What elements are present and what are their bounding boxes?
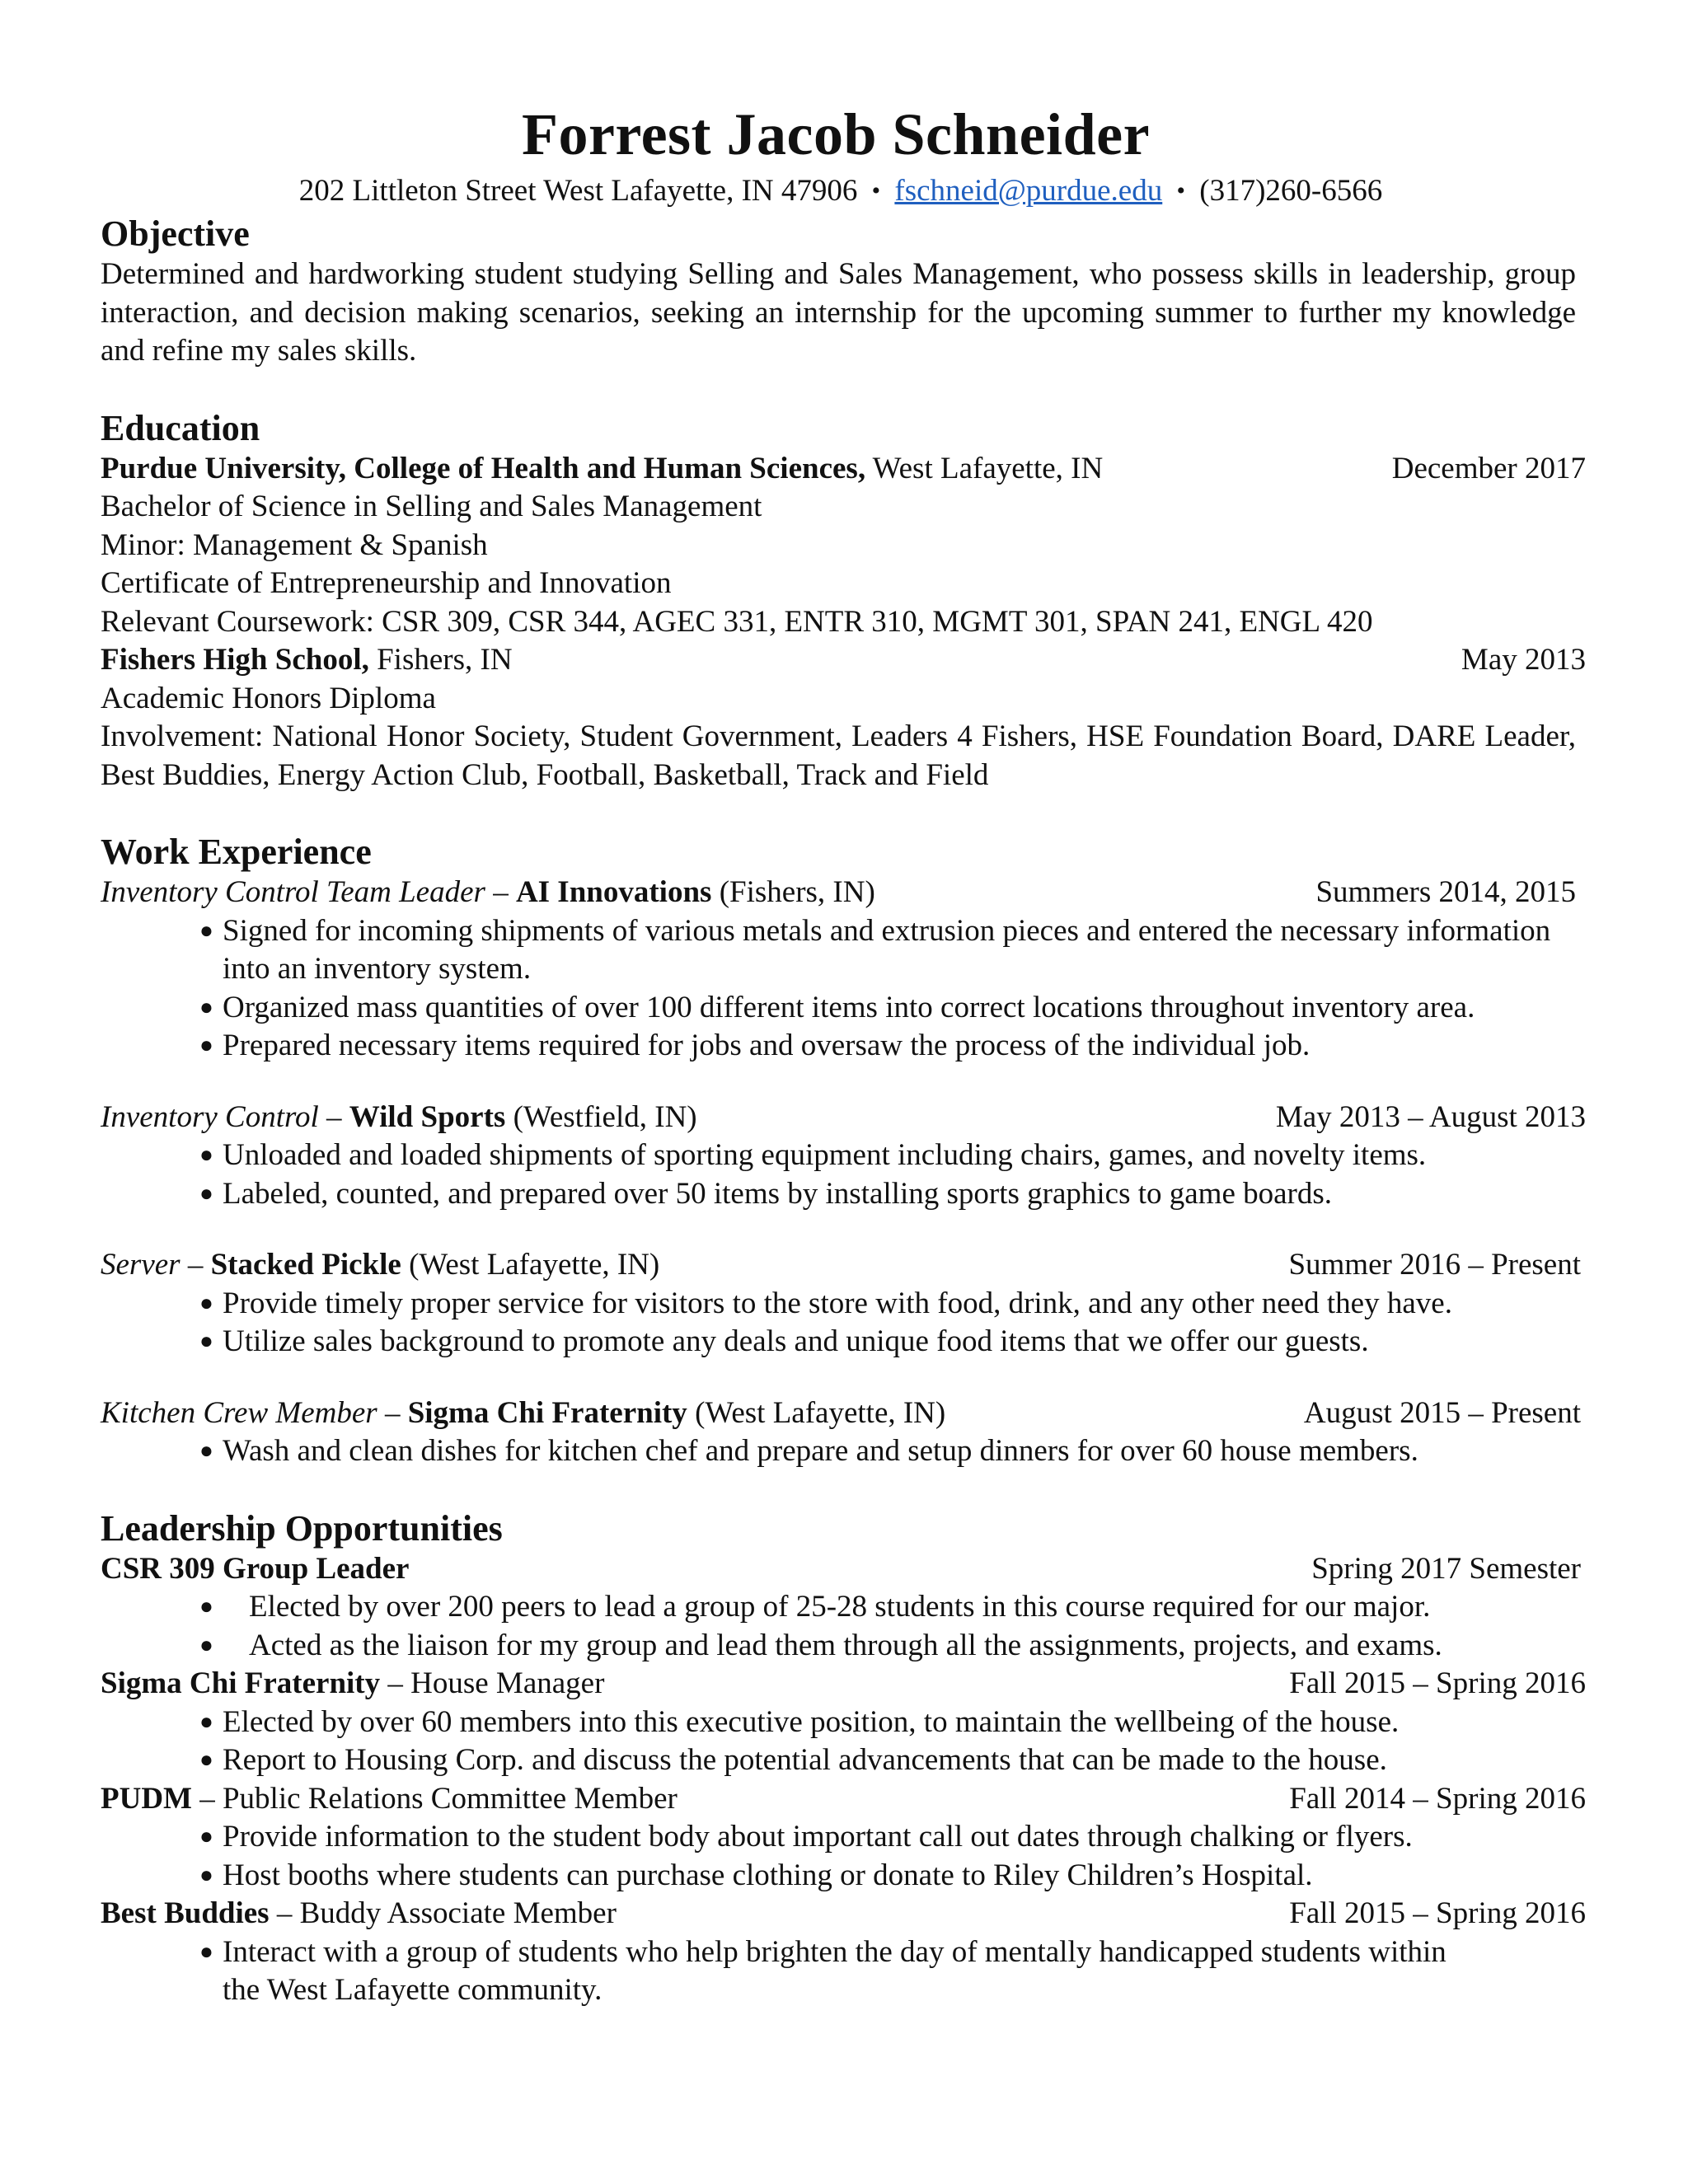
- list-item: ● Provide timely proper service for visitors to the store with food, drink, and any other need they have.: [101, 1285, 1584, 1324]
- bullet-icon: ●: [199, 994, 213, 1020]
- bullet-icon: ●: [199, 1033, 213, 1058]
- bullet-icon: ●: [199, 1329, 213, 1354]
- dash: –: [326, 1099, 342, 1134]
- job-company: AI Innovations: [515, 875, 712, 909]
- job-location: (West Lafayette, IN): [409, 1248, 660, 1282]
- list-item: ● Wash and clean dishes for kitchen chef and prepare and setup dinners for over 60 house members.: [101, 1432, 1584, 1471]
- bullet-icon: ●: [199, 1290, 213, 1316]
- list-item: ● Acted as the liaison for my group and lead them through all the assignments, projects, and exams.: [101, 1627, 1584, 1666]
- job-date: May 2013 – August 2013: [1275, 1099, 1586, 1134]
- dash: –: [493, 875, 509, 909]
- section-title-objective: Objective: [101, 213, 250, 254]
- candidate-name: Forrest Jacob Schneider: [521, 101, 1151, 167]
- leadership-entry: [101, 1895, 1589, 2010]
- education-date: May 2013: [1461, 643, 1586, 677]
- list-item: ● Report to Housing Corp. and discuss the potential advancements that can be made to the house.: [101, 1741, 1584, 1780]
- leadership-entry: [101, 1780, 1589, 1896]
- leadership-entry: [101, 1550, 1589, 1666]
- job-company: Stacked Pickle: [210, 1248, 401, 1282]
- job-date: Summer 2016 – Present: [1288, 1248, 1581, 1282]
- leadership-header: [101, 1895, 1589, 1933]
- leadership-org: Best Buddies: [101, 1896, 270, 1930]
- leadership-org: Sigma Chi Fraternity: [101, 1666, 381, 1700]
- bullet-icon: ●: [199, 1594, 213, 1619]
- section-title-work: Work Experience: [101, 832, 372, 872]
- job-bullets: [101, 1285, 1589, 1361]
- bullet-icon: ●: [199, 917, 213, 944]
- job-location: (Fishers, IN): [719, 875, 875, 909]
- job-header: [101, 1394, 1589, 1433]
- leadership-role: – Buddy Associate Member: [276, 1896, 617, 1930]
- school-name: Fishers High School,: [101, 643, 369, 677]
- minor-line: Minor: Management & Spanish: [101, 527, 488, 562]
- leadership-bullets: [101, 1933, 1589, 2010]
- list-item: ● Utilize sales background to promote any deals and unique food items that we offer our guests.: [101, 1323, 1584, 1361]
- bullet-icon: ●: [199, 1824, 213, 1849]
- leadership-bullets: [101, 1588, 1589, 1665]
- bullet-separator: •: [871, 177, 881, 204]
- leadership-bullets: [101, 1704, 1589, 1780]
- job-entry: [101, 1246, 1589, 1361]
- leadership-header: [101, 1780, 1589, 1819]
- education-entry-fishers: [101, 641, 1589, 680]
- school-name: Purdue University, College of Health and Human Sciences,: [101, 451, 866, 485]
- degree-line: Bachelor of Science in Selling and Sales Management: [101, 490, 762, 523]
- job-role: Server: [101, 1248, 181, 1282]
- job-role: Inventory Control: [101, 1099, 319, 1134]
- bullet-icon: ●: [199, 1747, 213, 1773]
- bullet-icon: ●: [199, 1938, 213, 1965]
- leadership-date: Fall 2015 – Spring 2016: [1289, 1896, 1586, 1930]
- school-location: West Lafayette, IN: [872, 451, 1104, 485]
- section-title-leadership: Leadership Opportunities: [101, 1507, 503, 1549]
- bullet-icon: ●: [199, 1180, 213, 1207]
- leadership-role: – House Manager: [387, 1666, 605, 1700]
- job-role: Kitchen Crew Member: [101, 1395, 377, 1430]
- job-entry: [101, 1099, 1589, 1214]
- contact-line: [92, 171, 1589, 213]
- bullet-separator: •: [1176, 177, 1185, 204]
- list-item: ● Labeled, counted, and prepared over 50 items by installing sports graphics to game boards.: [101, 1175, 1584, 1214]
- job-date: Summers 2014, 2015: [1315, 875, 1576, 909]
- address: 202 Littleton Street West Lafayette, IN 47906: [298, 174, 858, 208]
- education-date: December 2017: [1391, 451, 1586, 485]
- bullet-icon: ●: [199, 1862, 213, 1888]
- list-item: ● Host booths where students can purchase clothing or donate to Riley Children’s Hospital.: [101, 1857, 1584, 1896]
- job-location: (Westfield, IN): [513, 1099, 697, 1134]
- phone: (317)260-6566: [1199, 174, 1383, 208]
- bullet-icon: ●: [199, 1708, 213, 1735]
- objective-text: Determined and hardworking student studying Selling and Sales Management, who possess skills in leadership, group interaction, and decision making scenarios, seeking an internship for the upcoming summer to further my knowledge and refine my sales skills.: [101, 257, 1576, 368]
- job-entry: [101, 874, 1589, 1066]
- certificate-line: Certificate of Entrepreneurship and Innovation: [101, 566, 672, 600]
- job-bullets: [101, 912, 1589, 1066]
- school-location: Fishers, IN: [377, 643, 513, 677]
- leadership-org: CSR 309 Group Leader: [101, 1551, 410, 1586]
- coursework-line: Relevant Coursework: CSR 309, CSR 344, AGEC 331, ENTR 310, MGMT 301, SPAN 241, ENGL 420: [101, 604, 1373, 639]
- leadership-bullets: [101, 1818, 1589, 1895]
- education-entry-purdue: [101, 450, 1589, 489]
- list-item: ● Provide information to the student body about important call out dates through chalking or flyers.: [101, 1818, 1584, 1857]
- dash: –: [187, 1248, 204, 1282]
- job-entry: [101, 1394, 1589, 1471]
- involvement-text: Involvement: National Honor Society, Student Government, Leaders 4 Fishers, HSE Foundation Board, DARE Leader, Best Buddies, Energy Action Club, Football, Basketball, Track and Field: [101, 719, 1576, 792]
- leadership-header: [101, 1665, 1589, 1704]
- list-item: ● Prepared necessary items required for jobs and oversaw the process of the individual job.: [101, 1027, 1584, 1066]
- job-bullets: [101, 1137, 1589, 1213]
- leadership-date: Fall 2015 – Spring 2016: [1289, 1666, 1586, 1700]
- leadership-header: [101, 1550, 1589, 1589]
- bullet-icon: ●: [199, 1142, 213, 1168]
- list-item: ● Unloaded and loaded shipments of sporting equipment including chairs, games, and novelty items.: [101, 1137, 1584, 1175]
- job-role: Inventory Control Team Leader: [101, 875, 485, 909]
- list-item: ● Organized mass quantities of over 100 different items into correct locations throughout inventory area.: [101, 989, 1584, 1028]
- list-item: ● Interact with a group of students who help brighten the day of mentally handicapped students within the West Lafayette community.: [199, 1934, 1447, 2007]
- dash: –: [384, 1395, 401, 1430]
- list-item: ● Signed for incoming shipments of various metals and extrusion pieces and entered the necessary information into an inventory system.: [199, 913, 1551, 986]
- job-date: August 2015 – Present: [1303, 1395, 1581, 1430]
- list-item: ● Elected by over 200 peers to lead a group of 25-28 students in this course required for our major.: [101, 1588, 1584, 1627]
- leadership-date: Spring 2017 Semester: [1311, 1551, 1581, 1586]
- email-link[interactable]: fschneid@purdue.edu: [894, 174, 1163, 208]
- job-header: [101, 1246, 1589, 1285]
- leadership-role: – Public Relations Committee Member: [199, 1781, 678, 1816]
- job-header: [101, 1099, 1589, 1137]
- leadership-entry: [101, 1665, 1589, 1780]
- leadership-date: Fall 2014 – Spring 2016: [1289, 1781, 1586, 1816]
- job-header: [101, 874, 1589, 912]
- list-item: ● Elected by over 60 members into this executive position, to maintain the wellbeing of the house.: [101, 1704, 1584, 1742]
- bullet-icon: ●: [199, 1632, 213, 1658]
- job-company: Sigma Chi Fraternity: [407, 1395, 687, 1430]
- resume-page: [101, 99, 1589, 2010]
- job-bullets: [101, 1432, 1589, 1471]
- job-location: (West Lafayette, IN): [695, 1395, 946, 1430]
- section-title-education: Education: [101, 407, 260, 448]
- leadership-org: PUDM: [101, 1781, 192, 1816]
- job-company: Wild Sports: [349, 1099, 506, 1134]
- diploma-line: Academic Honors Diploma: [101, 681, 436, 715]
- bullet-icon: ●: [199, 1438, 213, 1464]
